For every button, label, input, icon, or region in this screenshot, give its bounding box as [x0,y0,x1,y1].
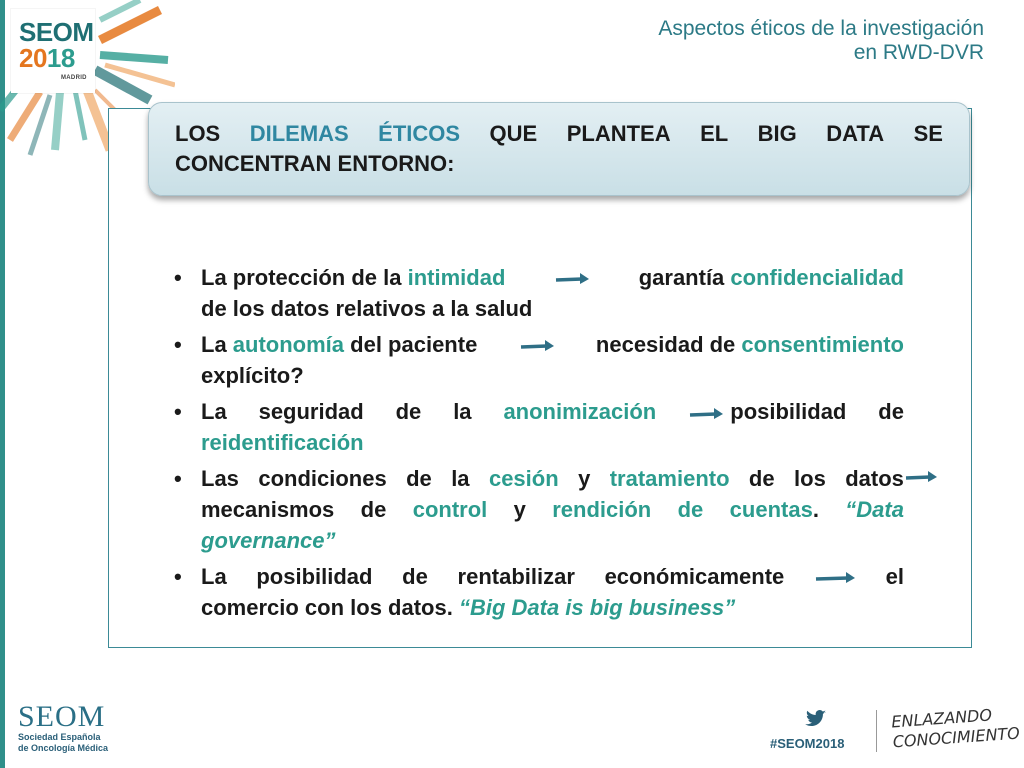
word: datos [845,466,904,491]
footer-org-line-1: Sociedad Española [18,732,101,742]
banner-text [175,119,943,179]
bullet-dot: • [174,399,182,424]
word: de [360,497,387,522]
bullet-dot: • [174,265,182,290]
keyword-control: control [412,497,488,522]
word: de [402,564,428,589]
bullet-line [201,396,904,427]
bullet-dot: • [174,466,182,491]
word: los [794,466,826,491]
bullet-line [201,463,904,494]
word: La [201,564,227,589]
word: condiciones [258,466,387,491]
page-title [658,17,984,65]
heading-banner [148,102,970,196]
text: del paciente [344,332,478,357]
footer-org-line-2: de Oncología Médica [18,743,109,753]
bullet-list [172,262,904,628]
keyword-consentimiento: consentimiento [741,332,904,357]
keyword-intimidad: intimidad [407,265,506,290]
logo-year-18: 18 [46,43,75,73]
banner-word: QUE [489,121,538,146]
list-item [172,329,904,391]
logo-year [19,45,75,71]
list-item [172,463,904,556]
logo-year-20: 20 [19,43,47,73]
banner-line-2: CONCENTRAN ENTORNO: [175,151,455,176]
right-arrow-icon [688,406,724,420]
word: rentabilizar [457,564,575,589]
word: posibilidad [256,564,373,589]
text: necesidad de [595,332,742,357]
word: económicamente [604,564,785,589]
list-item [172,262,904,324]
word: y [578,466,591,491]
keyword-reidentificacion: reidentificación [201,430,364,455]
list-item [172,396,904,458]
footer-seom-logo [18,702,108,754]
keyword-confidencialidad: confidencialidad [730,265,904,290]
footer-divider [876,710,877,752]
banner-word-eticos: ÉTICOS [378,121,461,146]
keyword-autonomia: autonomía [232,332,345,357]
right-arrow-icon [814,570,856,584]
bullet-line [201,494,904,525]
quote-data: “Data [845,497,904,522]
tagline-line-1: ENLAZANDO [890,705,993,732]
logo-tile [11,9,95,93]
quote-governance: governance” [201,528,336,553]
list-item [172,561,904,623]
keyword-anonimizacion: anonimización [503,399,657,424]
bullet-line [201,561,904,592]
logo-seom-text: SEOM [19,17,94,47]
word: posibilidad [730,399,847,424]
word: Las [201,466,239,491]
keyword-rendicion: rendición [552,497,652,522]
bullet-text [596,329,904,360]
hashtag: #SEOM2018 [770,736,845,751]
keyword-cesion: cesión [488,466,559,491]
bullet-text [201,329,477,360]
keyword-de: de [677,497,704,522]
bullet-line: explícito? [201,363,304,388]
word: de [406,466,432,491]
bullet-line [201,329,904,360]
bullet-dot: • [174,564,182,589]
text: La protección de la [201,265,408,290]
banner-word: PLANTEA [566,121,671,146]
banner-word: BIG [757,121,797,146]
title-line-2: en RWD-DVR [853,41,984,64]
keyword-cuentas-wrap [730,494,819,525]
word: de [748,466,775,491]
word: mecanismos [201,497,335,522]
title-line-1: Aspectos éticos de la investigación [658,17,984,40]
bullet-text [639,262,904,293]
bullet-line: de los datos relativos a la salud [201,296,533,321]
word: La [201,399,227,424]
word: y [513,497,526,522]
arrow-and-word [688,396,846,427]
banner-word: SE [913,121,943,146]
logo-city: MADRID [61,75,87,81]
word: el [885,564,904,589]
bullet-text [201,262,505,293]
banner-word-dilemas: DILEMAS [249,121,349,146]
quote-big-data: “Big Data is big business” [458,595,736,620]
twitter-bird-icon [805,710,827,728]
bullet-line [201,262,904,293]
banner-word: LOS [175,121,221,146]
word: . [812,497,819,522]
text: comercio con los datos. [201,595,459,620]
word: seguridad [258,399,364,424]
word: de [395,399,422,424]
banner-word: EL [700,121,729,146]
right-arrow-icon [519,338,555,352]
banner-word: DATA [826,121,885,146]
bullet-line [201,592,904,623]
keyword-tratamiento: tratamiento [609,466,730,491]
right-arrow-icon [904,469,938,483]
tagline [891,704,1021,753]
keyword-cuentas: cuentas [729,497,813,522]
banner-line-1 [175,119,943,149]
text: garantía [638,265,731,290]
word: la [451,466,470,491]
text: La [201,332,233,357]
word: la [453,399,472,424]
footer-seom-name: SEOM [18,700,106,733]
tagline-line-2: CONOCIMIENTO [892,723,1021,752]
right-arrow-icon [554,271,590,285]
bullet-dot: • [174,332,182,357]
word: de [878,399,904,424]
